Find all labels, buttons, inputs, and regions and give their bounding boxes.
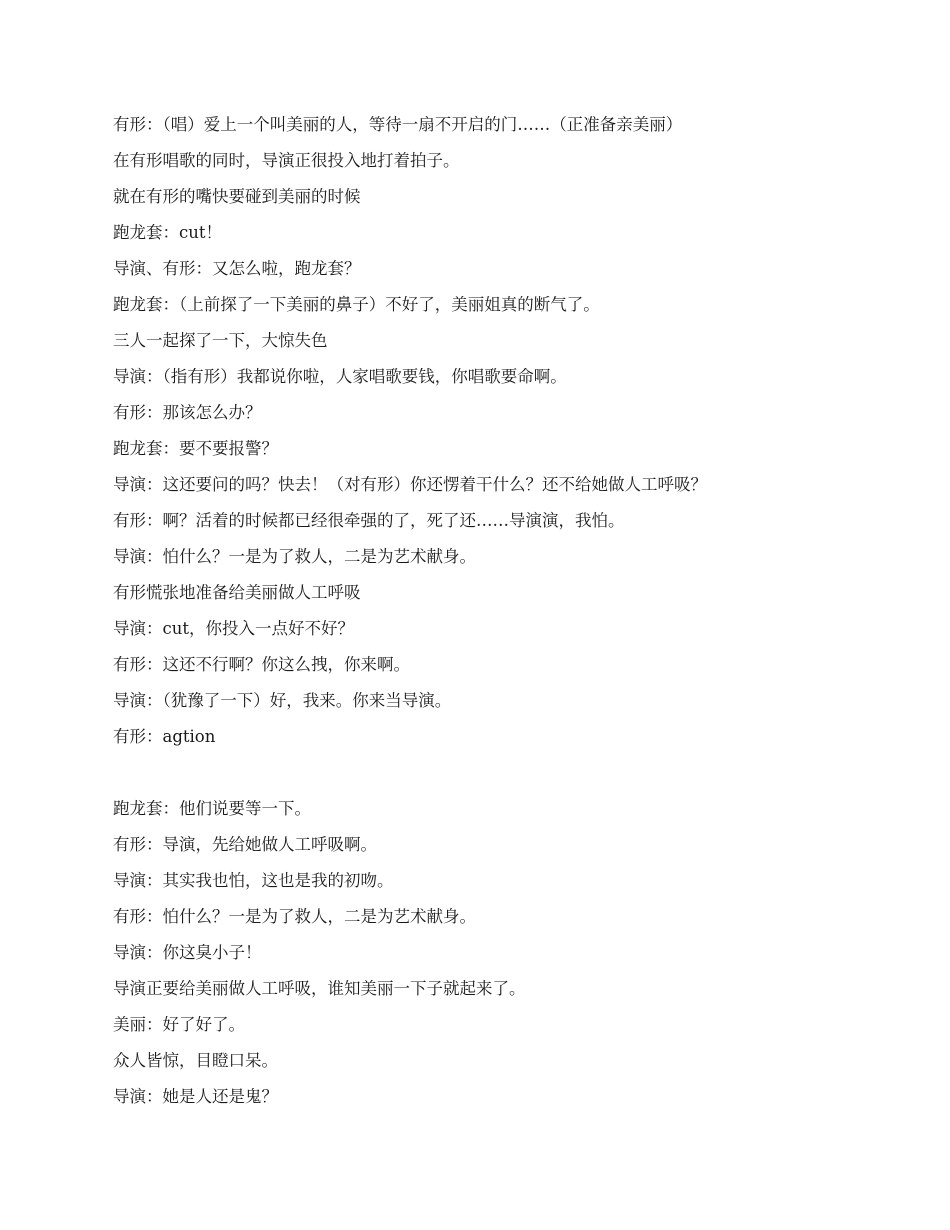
script-text [113, 107, 913, 1115]
script-line: 导演：她是人还是鬼？ [113, 1087, 278, 1106]
script-line: 众人皆惊，目瞪口呆。 [113, 1051, 278, 1070]
script-line: 跑龙套：他们说要等一下。 [113, 799, 311, 818]
script-line: 导演：这还要问的吗？快去！（对有形）你还愣着干什么？还不给她做人工呼吸？ [113, 475, 707, 494]
script-line: 就在有形的嘴快要碰到美丽的时候 [113, 187, 361, 206]
script-line: 美丽：好了好了。 [113, 1015, 245, 1034]
script-line: 有形慌张地准备给美丽做人工呼吸 [113, 583, 361, 602]
script-line: 导演：你这臭小子！ [113, 943, 262, 962]
script-line: 有形：agtion [113, 727, 216, 746]
script-line: 有形：这还不行啊？你这么拽，你来啊。 [113, 655, 410, 674]
script-line: 有形：（唱）爱上一个叫美丽的人，等待一扇不开启的门……（正准备亲美丽） [113, 115, 683, 134]
script-line: 有形：怕什么？一是为了救人，二是为艺术献身。 [113, 907, 476, 926]
script-line: 在有形唱歌的同时，导演正很投入地打着拍子。 [113, 151, 460, 170]
script-line: 跑龙套：（上前探了一下美丽的鼻子）不好了，美丽姐真的断气了。 [113, 295, 600, 314]
script-line: 有形：啊？活着的时候都已经很牵强的了，死了还……导演演，我怕。 [113, 511, 625, 530]
script-line: 跑龙套：cut！ [113, 223, 222, 242]
script-line: 导演、有形：又怎么啦，跑龙套？ [113, 259, 361, 278]
script-line: 导演：（指有形）我都说你啦，人家唱歌要钱，你唱歌要命啊。 [113, 367, 567, 386]
script-line: 有形：那该怎么办？ [113, 403, 262, 422]
script-line: 跑龙套：要不要报警？ [113, 439, 278, 458]
blank-line [113, 755, 913, 791]
script-line: 导演：其实我也怕，这也是我的初吻。 [113, 871, 394, 890]
script-line: 导演正要给美丽做人工呼吸，谁知美丽一下子就起来了。 [113, 979, 526, 998]
script-line: 导演：cut，你投入一点好不好？ [113, 619, 354, 638]
script-line: 导演：（犹豫了一下）好，我来。你来当导演。 [113, 691, 452, 710]
script-line: 导演：怕什么？一是为了救人，二是为艺术献身。 [113, 547, 476, 566]
script-line: 三人一起探了一下，大惊失色 [113, 331, 328, 350]
script-line: 有形：导演，先给她做人工呼吸啊。 [113, 835, 377, 854]
